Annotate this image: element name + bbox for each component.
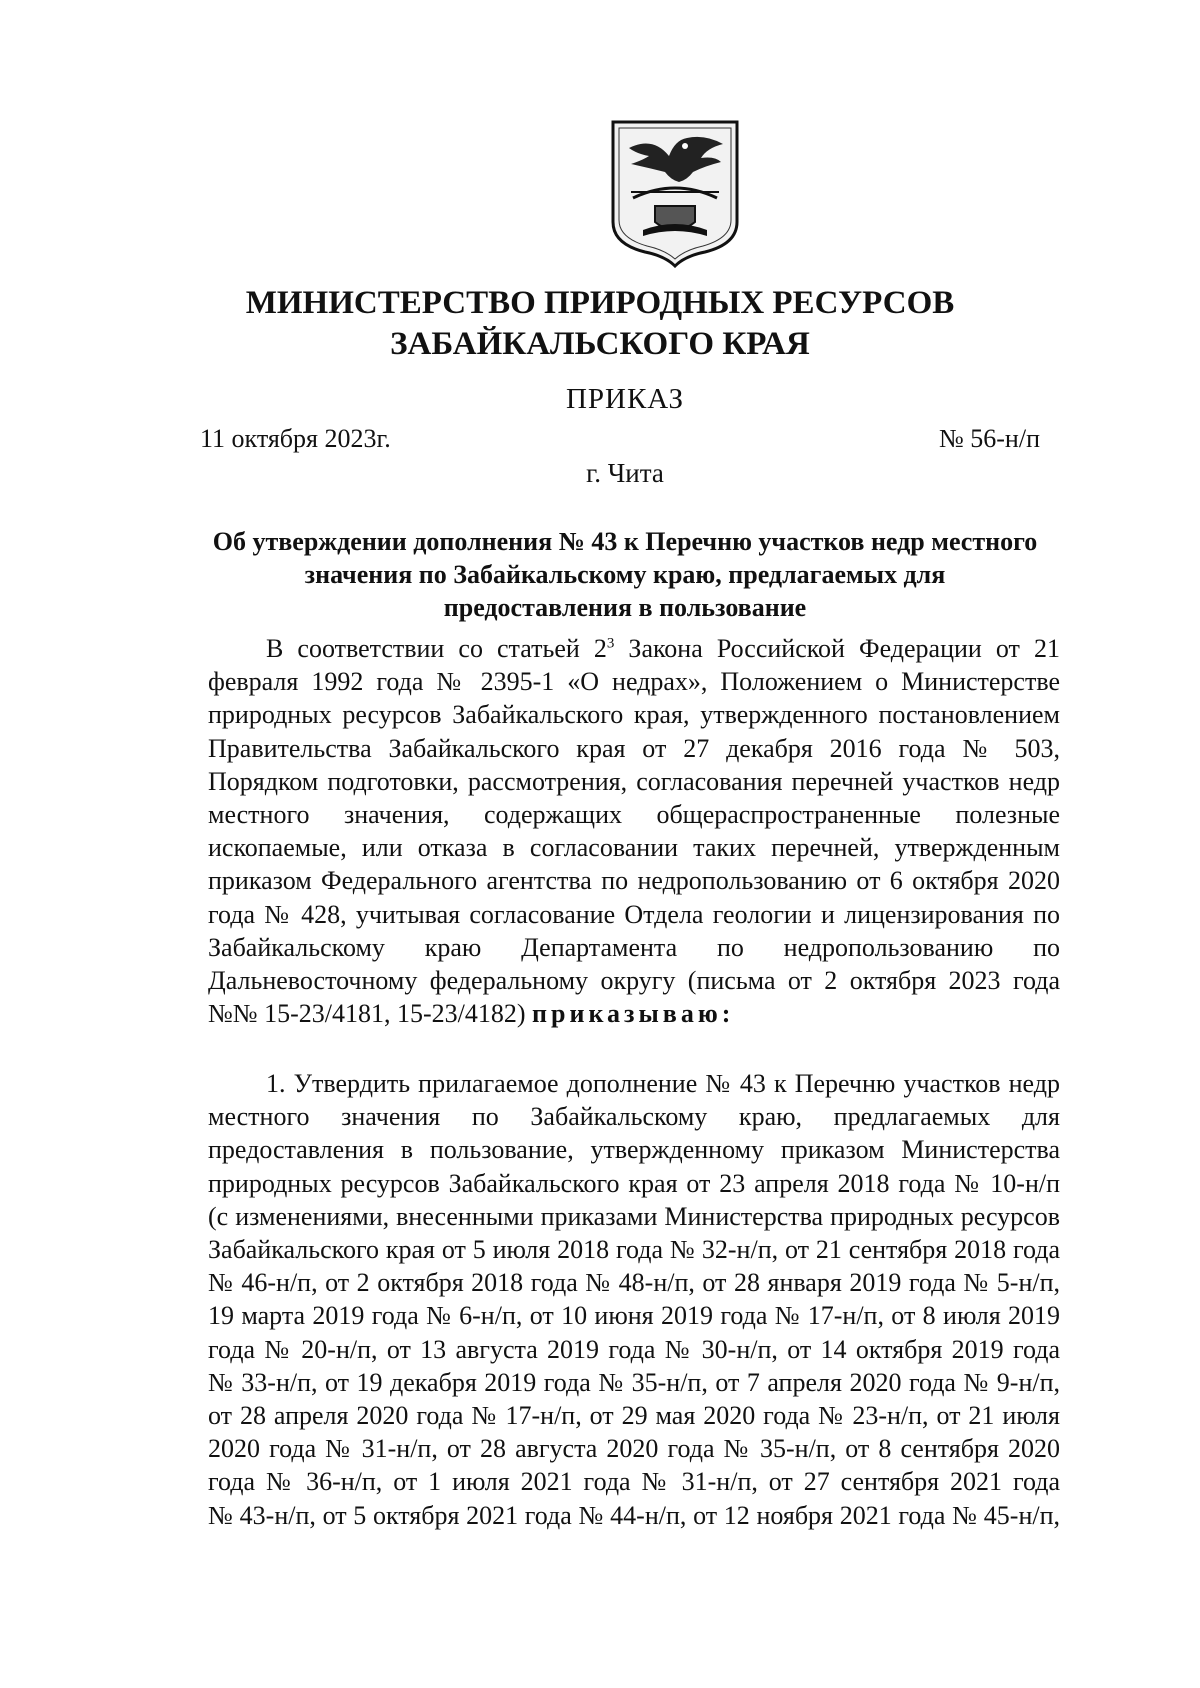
- text-line: Забайкальскому краю Департамента по недропользованию по: [208, 932, 1060, 962]
- text-line: 2020 года № 31-н/п, от 28 августа 2020 года № 35-н/п, от 8 сентября 2020: [208, 1434, 1060, 1464]
- document-title: [200, 525, 1050, 624]
- text-line: № 33-н/п, от 19 декабря 2019 года № 35-н/п, от 7 апреля 2020 года № 9-н/п,: [208, 1367, 1060, 1397]
- text-line: № 46-н/п, от 2 октября 2018 года № 48-н/п, от 28 января 2019 года № 5-н/п,: [208, 1268, 1060, 1298]
- document-number: № 56-н/п: [938, 424, 1040, 453]
- text-line: Правительства Забайкальского края от 27 декабря 2016 года № 503,: [208, 733, 1060, 763]
- text-line: года № 428, учитывая согласование Отдела геологии и лицензирования по: [208, 899, 1060, 929]
- text-line: февраля 1992 года № 2395-1 «О недрах», Положением о Министерстве: [208, 667, 1060, 697]
- title-line: значения по Забайкальскому краю, предлагаемых для: [304, 560, 946, 589]
- text-line: В соответствии со статьей $2^3$ Закона Российской Федерации от 21: [266, 634, 1060, 663]
- ministry-name-line1: МИНИСТЕРСТВО ПРИРОДНЫХ РЕСУРСОВ: [245, 285, 955, 321]
- text-line: местного значения по Забайкальскому краю, предлагаемых для: [208, 1102, 1060, 1132]
- document-date: 11 октября 2023г.: [200, 424, 391, 453]
- text-line: приказом Федерального агентства по недропользованию от 6 октября 2020: [208, 866, 1060, 896]
- text-line: Забайкальского края от 5 июля 2018 года № 32-н/п, от 21 сентября 2018 года: [208, 1235, 1060, 1265]
- title-line: Об утверждении дополнения № 43 к Перечню участков недр местного: [212, 527, 1038, 556]
- document-type: ПРИКАЗ: [565, 383, 685, 415]
- text-line: года № 20-н/п, от 13 августа 2019 года № 30-н/п, от 14 октября 2019 года: [208, 1334, 1060, 1364]
- text-line: № 43-н/п, от 5 октября 2021 года № 44-н/п, от 12 ноября 2021 года № 45-н/п,: [208, 1500, 1060, 1530]
- text-line: местного значения, содержащих общераспространенные полезные: [208, 800, 1060, 830]
- preamble-paragraph: [208, 632, 1060, 1030]
- text-line: природных ресурсов Забайкальского края от 23 апреля 2018 года № 10-н/п: [208, 1168, 1060, 1198]
- ministry-name-line2: ЗАБАЙКАЛЬСКОГО КРАЯ: [390, 326, 810, 362]
- order-item-1-paragraph: [208, 1067, 1060, 1532]
- text-line: Дальневосточному федеральному округу (письма от 2 октября 2023 года: [208, 966, 1060, 996]
- text-line: от 28 апреля 2020 года № 17-н/п, от 29 мая 2020 года № 23-н/п, от 21 июля: [208, 1401, 1060, 1431]
- text-line: года № 36-н/п, от 1 июля 2021 года № 31-н/п, от 27 сентября 2021 года: [208, 1467, 1060, 1497]
- text-line: №№ 15-23/4181, 15-23/4182) приказываю:: [208, 999, 735, 1029]
- text-line: предоставления в пользование, утвержденному приказом Министерства: [208, 1135, 1060, 1165]
- superscript: 3: [606, 635, 615, 652]
- text-line: 19 марта 2019 года № 6-н/п, от 10 июня 2019 года № 17-н/п, от 8 июля 2019: [208, 1301, 1060, 1331]
- text-line: (с изменениями, внесенными приказами Министерства природных ресурсов: [208, 1201, 1060, 1231]
- order-keyword: приказываю:: [532, 999, 735, 1029]
- coat-of-arms-emblem: [609, 118, 741, 268]
- text-line: природных ресурсов Забайкальского края, утвержденного постановлением: [208, 700, 1060, 730]
- text-line: 1. Утвердить прилагаемое дополнение № 43 к Перечню участков недр: [266, 1069, 1060, 1098]
- document-city: г. Чита: [586, 458, 664, 488]
- text-line: Порядком подготовки, рассмотрения, согласования перечней участков недр: [208, 766, 1060, 796]
- title-line: предоставления в пользование: [443, 593, 807, 622]
- text-line: ископаемые, или отказа в согласовании таких перечней, утвержденным: [208, 833, 1060, 863]
